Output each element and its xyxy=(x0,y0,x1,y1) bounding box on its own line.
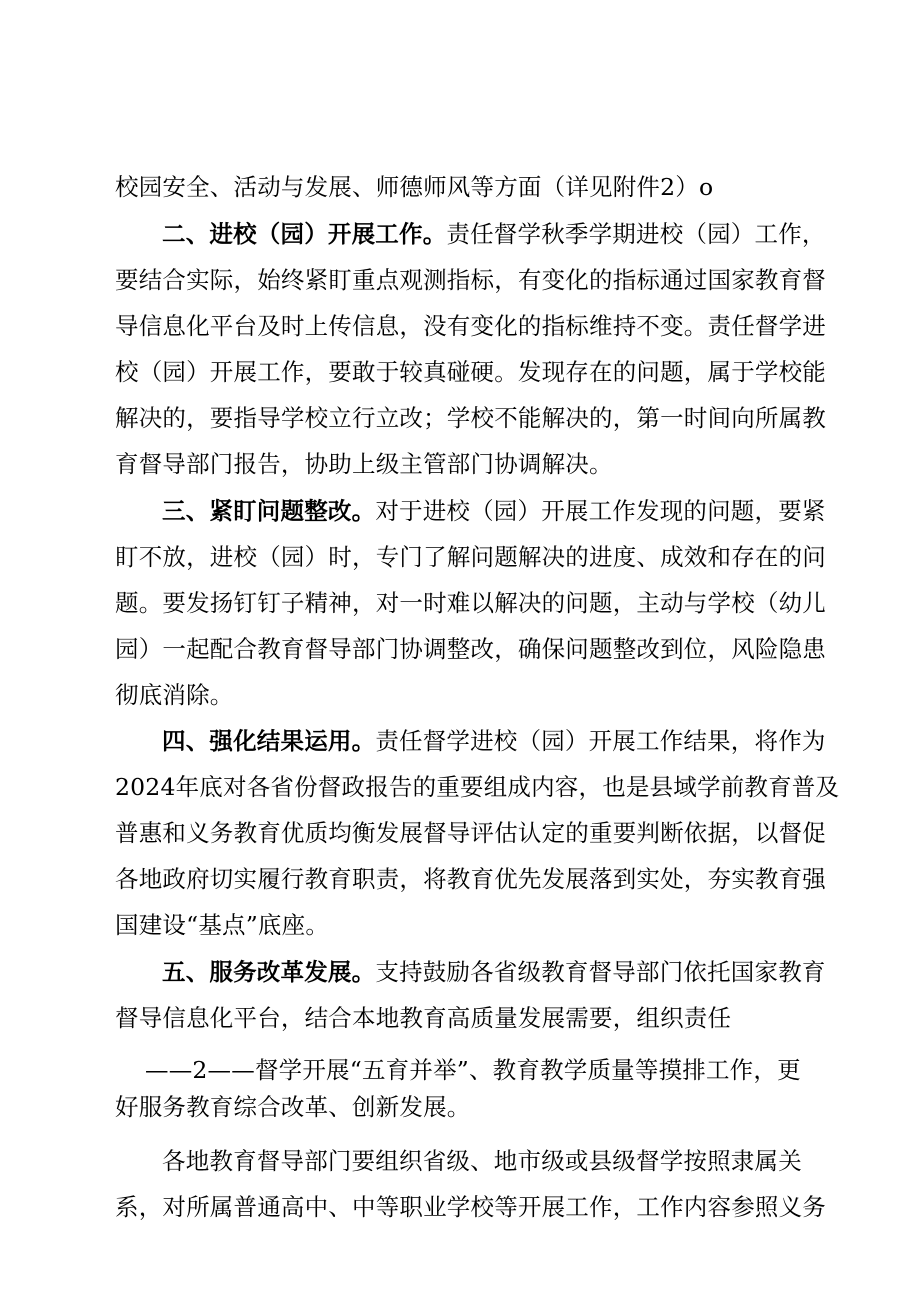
section-three-line xyxy=(162,496,826,526)
section-text: 对于进校（园）开展工作发现的问题，要紧 xyxy=(375,497,826,525)
section-heading: 五、服务改革发展。 xyxy=(162,958,376,986)
paragraph-line: 各地教育督导部门要组织省级、地市级或县级督学按照隶属关 xyxy=(162,1147,802,1175)
section-heading: 三、紧盯问题整改。 xyxy=(162,497,376,525)
section-text: 责任督学进校（园）开展工作结果，将作为 xyxy=(375,727,826,755)
paragraph-line: 盯不放，进校（园）时，专门了解问题解决的进度、成效和存在的问 xyxy=(115,543,826,571)
section-text: 支持鼓励各省级教育督导部门依托国家教育 xyxy=(375,958,826,986)
paragraph-line: 园）一起配合教育督导部门协调整改，确保问题整改到位，风险隐患 xyxy=(115,635,826,663)
section-text: 责任督学秋季学期进校（园）工作， xyxy=(446,220,826,248)
paragraph-line: 解决的，要指导学校立行立改；学校不能解决的，第一时间向所属教 xyxy=(115,404,826,432)
paragraph-line: 彻底消除。 xyxy=(115,681,234,709)
section-heading: 二、进校（园）开展工作。 xyxy=(162,220,447,248)
paragraph-line: 好服务教育综合改革、创新发展。 xyxy=(115,1093,471,1121)
paragraph-line: 题。要发扬钉钉子精神，对一时难以解决的问题，主动与学校（幼儿 xyxy=(115,589,826,617)
paragraph-line: 普惠和义务教育优质均衡发展督导评估认定的重要判断依据，以督促 xyxy=(115,819,826,847)
paragraph-line: 校（园）开展工作，要敢于较真碰硬。发现存在的问题，属于学校能 xyxy=(115,358,826,386)
paragraph-line: 育督导部门报告，协助上级主管部门协调解决。 xyxy=(115,450,613,478)
paragraph-line: 要结合实际，始终紧盯重点观测指标，有变化的指标通过国家教育督 xyxy=(115,266,826,294)
section-heading: 四、强化结果运用。 xyxy=(162,727,376,755)
section-four-line xyxy=(162,726,826,756)
paragraph-line: 2024年底对各省份督政报告的重要组成内容，也是县域学前教育普及 xyxy=(115,773,840,801)
paragraph-line: 督导信息化平台，结合本地教育高质量发展需要，组织责任 xyxy=(115,1004,732,1032)
paragraph-line: 国建设“基点”底座。 xyxy=(115,911,330,939)
paragraph-line: 系，对所属普通高中、中等职业学校等开展工作，工作内容参照义务 xyxy=(115,1193,826,1221)
paragraph-line: 校园安全、活动与发展、师德师风等方面（详见附件2）o xyxy=(115,173,714,201)
page-number-line: ——2——督学开展“五育并举”、教育教学质量等摸排工作，更 xyxy=(145,1056,801,1084)
section-five-line xyxy=(162,957,826,987)
section-two-line xyxy=(162,219,826,249)
paragraph-line: 各地政府切实履行教育职责，将教育优先发展落到实处，夯实教育强 xyxy=(115,865,826,893)
paragraph-line: 导信息化平台及时上传信息，没有变化的指标维持不变。责任督学进 xyxy=(115,312,826,340)
